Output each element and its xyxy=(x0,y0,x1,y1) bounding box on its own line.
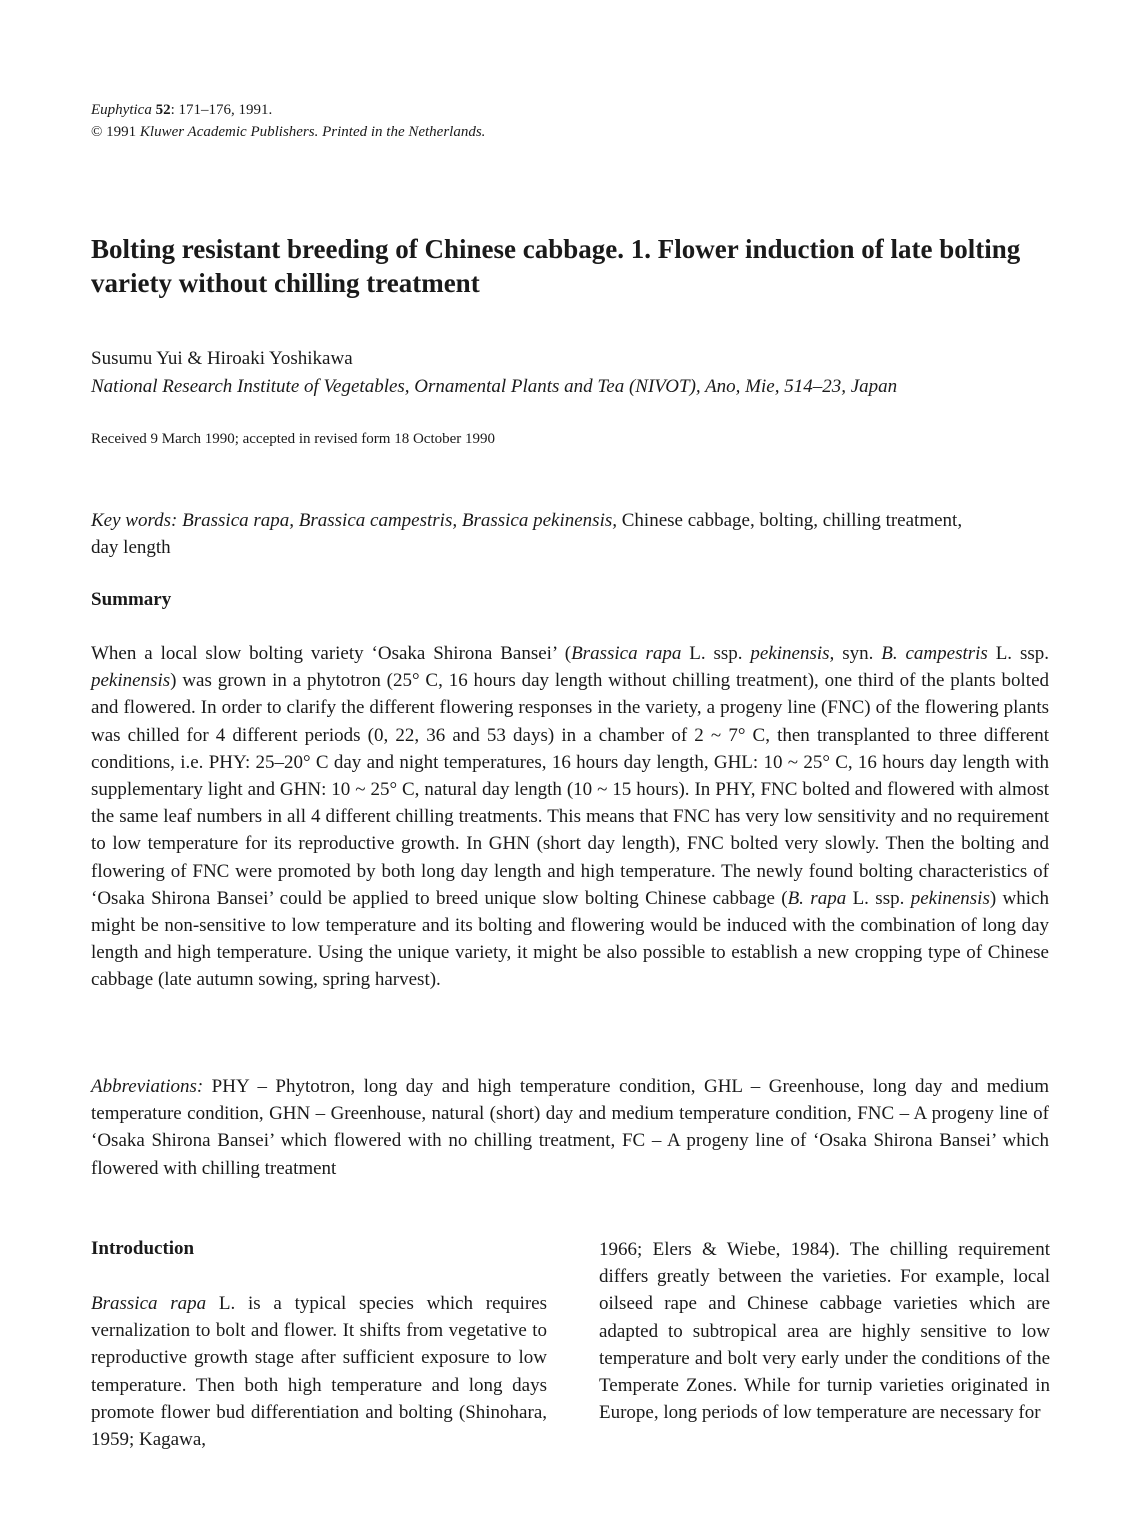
summary-part: ) was grown in a phytotron (25° C, 16 hours day length without chilling treatment), one third of the plants bolted and flowered. In order to clarify the different flowering responses in the variety, a progeny line (FNC) of the flowering plants was chilled for 4 different periods (0, 22, 36 and 53 days) in a chamber of 2 ~ 7° C, then transplanted to three different conditions, i.e. PHY: 25–20° C day and night temperatures, 16 hours day length, GHL: 10 ~ 25° C, 16 hours day length with supplementary light and GHN: 10 ~ 25° C, natural day length (10 ~ 15 hours). In PHY, FNC bolted and flowered with almost the same leaf numbers in all 4 different chilling treatments. This means that FNC has very low sensitivity and no requirement to low temperature for its reproductive growth. In GHN (short day length), FNC bolted very slowly. Then the bolting and flowering of FNC were promoted by both long day length and high temperature. The newly found bolting characteristics of ‘Osaka Shirona Bansei’ could be applied to breed unique slow bolting Chinese cabbage ( xyxy=(91,670,1049,909)
journal-citation xyxy=(91,99,485,143)
summary-part: When a local slow bolting variety ‘Osaka Shirona Bansei’ ( xyxy=(91,643,572,664)
journal-line xyxy=(91,99,485,121)
introduction-left-text: L. is a typical species which requires vernalization to bolt and flower. It shifts from vegetative to reproductive growth stage after sufficient exposure to low temperature. Then both high temperature and long days promote flower bud differentiation and bolting (Shinohara, 1959; Kagawa, xyxy=(91,1293,547,1451)
affiliation: National Research Institute of Vegetables, Ornamental Plants and Tea (NIVOT), Ano, Mie, 514–23, Japan xyxy=(91,376,898,397)
authors: Susumu Yui & Hiroaki Yoshikawa xyxy=(91,348,353,369)
journal-pages: : 171–176, 1991. xyxy=(170,102,273,118)
journal-name: Euphytica xyxy=(91,102,152,118)
summary-species: B. rapa xyxy=(787,887,847,909)
keywords xyxy=(91,507,971,561)
keywords-italic-terms: Brassica rapa, Brassica campestris, Brassica pekinensis, xyxy=(182,510,617,531)
summary-species: Brassica rapa xyxy=(571,643,682,664)
publisher-note: Kluwer Academic Publishers. Printed in the Netherlands. xyxy=(139,124,486,140)
copyright-symbol: © xyxy=(91,124,103,140)
keywords-plain-terms: Chinese cabbage, bolting, chilling treatment, day length xyxy=(91,510,963,558)
paper-title: Bolting resistant breeding of Chinese cabbage. 1. Flower induction of late bolting variety without chilling treatment xyxy=(91,234,1021,298)
summary-paragraph xyxy=(91,640,1049,994)
summary-species: pekinensis xyxy=(910,887,990,909)
introduction-heading: Introduction xyxy=(91,1238,195,1259)
summary-part: L. ssp. xyxy=(846,887,911,909)
abbreviations-paragraph xyxy=(91,1073,1049,1182)
summary-species: pekinensis xyxy=(91,670,171,692)
summary-heading: Summary xyxy=(91,589,172,610)
summary-part: ) which might be non-sensitive to low temperature and its bolting and flowering would be induced with the combination of long day length and high temperature. Using the unique variety, it might be also possible to establish a new cropping type of Chinese cabbage (late autumn sowing, spring harvest). xyxy=(91,887,1049,991)
abbreviations-label: Abbreviations: xyxy=(91,1076,204,1097)
summary-part: syn. xyxy=(834,643,882,664)
abbreviations-text: PHY – Phytotron, long day and high temperature condition, GHL – Greenhouse, long day and medium temperature condition, GHN – Greenhouse, natural (short) day and medium temperature condition, FNC – A progeny line of ‘Osaka Shirona Bansei’ which flowered with no chilling treatment, FC – A progeny line of ‘Osaka Shirona Bansei’ which flowered with chilling treatment xyxy=(91,1076,1049,1179)
keywords-label: Key words: xyxy=(91,510,178,531)
summary-species: pekinensis, xyxy=(750,643,835,664)
received-date: Received 9 March 1990; accepted in revised form 18 October 1990 xyxy=(91,431,496,447)
copyright-line xyxy=(91,121,485,143)
summary-part: L. ssp. xyxy=(681,643,751,664)
introduction-left-column xyxy=(91,1290,547,1453)
summary-part: L. ssp. xyxy=(987,643,1049,664)
introduction-right-column: 1966; Elers & Wiebe, 1984). The chilling requirement differs greatly between the varieties. For example, local oilseed rape and Chinese cabbage varieties which are adapted to subtropical area are highly sensitive to low temperature and bolt very early under the conditions of the Temperate Zones. While for turnip varieties originated in Europe, long periods of low temperature are necessary for xyxy=(599,1239,1050,1424)
summary-species: B. campestris xyxy=(881,643,988,664)
introduction-species: Brassica rapa xyxy=(91,1293,207,1314)
journal-volume: 52 xyxy=(155,102,171,118)
copyright-year: 1991 xyxy=(106,124,137,140)
